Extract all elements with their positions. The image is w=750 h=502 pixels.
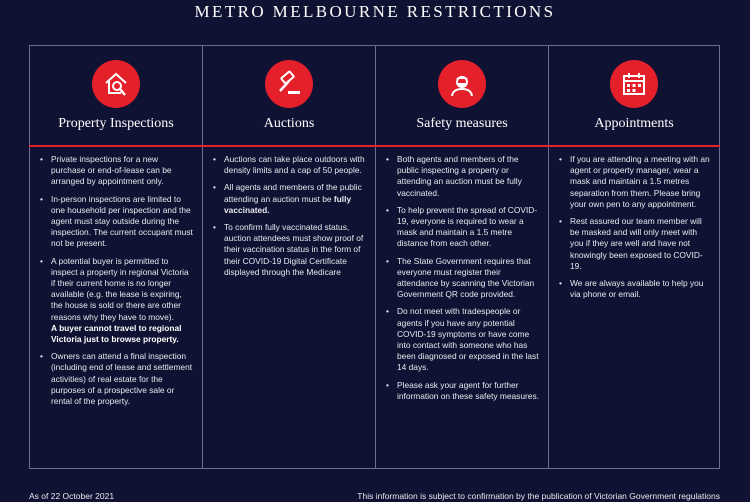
list-item: • Private inspections for a new purchase or end-of-lease can be arranged by appointment only. [40, 154, 194, 188]
column-auctions [202, 46, 375, 468]
list-item: • To help prevent the spread of COVID-19, everyone is required to wear a mask and maintain a 1.5 metre distance from each other. [386, 205, 540, 250]
column-safety-measures [375, 46, 548, 468]
item-list [40, 154, 194, 413]
column-title: Safety measures [416, 116, 508, 131]
item-list [213, 154, 367, 284]
list-item [213, 182, 367, 216]
list-item: • In-person inspections are limited to one household per inspection and the agent must stay outside during the inspection. The current occupant must not be present. [40, 194, 194, 250]
footer-date: As of 22 October 2021 [29, 491, 115, 501]
column-title: Property Inspections [58, 116, 174, 131]
gavel-icon [265, 60, 313, 108]
item-list [559, 154, 711, 306]
page-title: METRO MELBOURNE RESTRICTIONS [194, 2, 556, 21]
list-item: • Owners can attend a final inspection (including end of lease and settlement activities) of real estate for the purposes of a prospective sale or rental of the property. [40, 351, 194, 407]
list-item: • Auctions can take place outdoors with density limits and a cap of 50 people. [213, 154, 367, 176]
column-title: Appointments [594, 116, 674, 131]
list-item: • If you are attending a meeting with an agent or property manager, wear a mask and maintain a 1.5 metres separation from them. Please bring your own pen to any appointment. [559, 154, 711, 210]
item-list [386, 154, 540, 408]
list-item: • Do not meet with tradespeople or agents if you have any potential COVID-19 symptoms or have come into contact with someone who has been diagnosed or exposed in the last 14 days. [386, 306, 540, 373]
column-title: Auctions [263, 116, 315, 131]
list-item: • Please ask your agent for further information on these safety measures. [386, 380, 540, 402]
item-text: A potential buyer is permitted to inspect a property in regional Victoria if their current home is no longer available (e.g. the lease is expiring, the house is sold or there are other reasons why they have to move). [51, 255, 189, 322]
divider-line [29, 145, 720, 147]
column-appointments [548, 46, 719, 468]
item-text: All agents and members of the public attending an auction must be [224, 182, 362, 204]
footer-disclaimer: This information is subject to confirmation by the publication of Victorian Government regulations [357, 491, 720, 501]
item-bold-text: fully vaccinated. [224, 193, 352, 215]
list-item: • Rest assured our team member will be masked and will only meet with you if they are well and have not knowingly been exposed to COVID-19. [559, 216, 711, 272]
restrictions-panel [29, 45, 720, 469]
calendar-icon [610, 60, 658, 108]
list-item [40, 256, 194, 346]
item-bold-text: A buyer cannot travel to regional Victoria just to browse property. [51, 322, 182, 345]
column-property-inspections [30, 46, 202, 468]
house-search-icon [92, 60, 140, 108]
list-item: • The State Government requires that everyone must register their attendance by scanning the Victorian Government QR code provided. [386, 256, 540, 301]
list-item: • We are always available to help you via phone or email. [559, 278, 711, 300]
list-item: • To confirm fully vaccinated status, auction attendees must show proof of their vaccination status in the form of their COVID-19 Digital Certificate displayed through the Medicare [213, 222, 367, 278]
masked-person-icon [438, 60, 486, 108]
list-item: • Both agents and members of the public inspecting a property or attending an auction must be fully vaccinated. [386, 154, 540, 199]
